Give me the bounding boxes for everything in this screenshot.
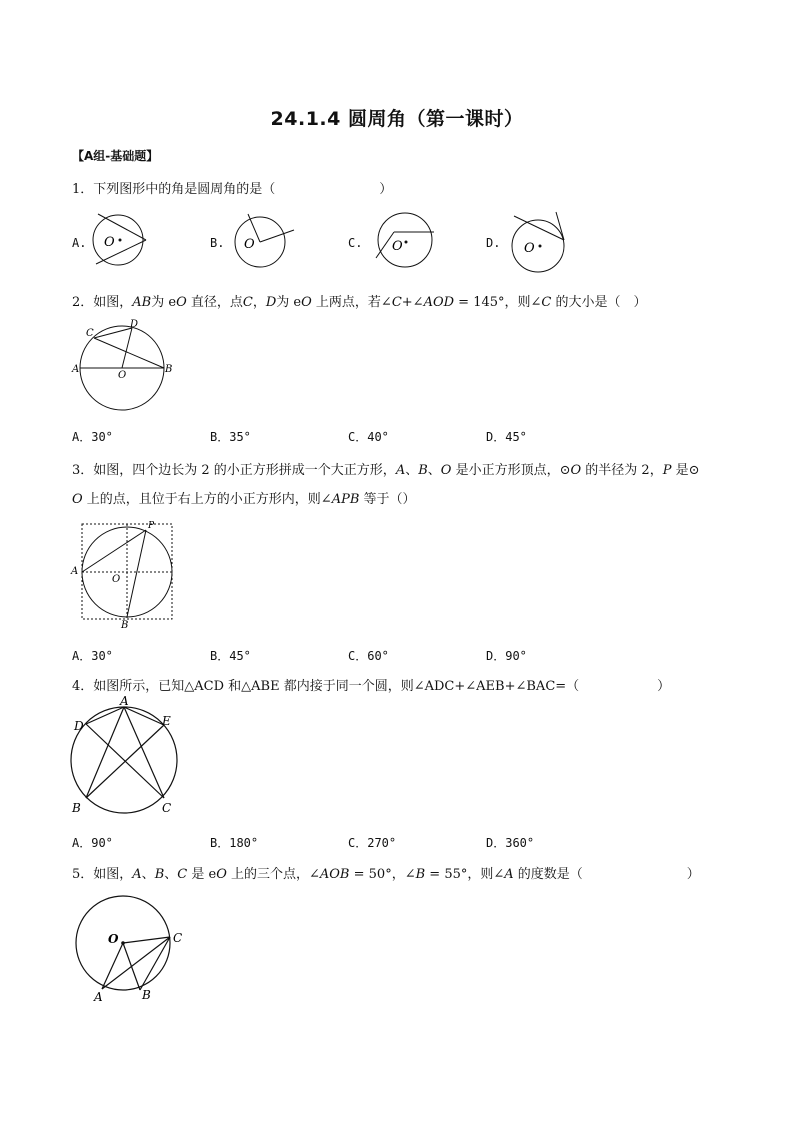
question-1-text: 1．下列图形中的角是圆周角的是（ ）	[72, 182, 393, 197]
question-3-line-1: 3．如图，四个边长为 2 的小正方形拼成一个大正方形，A、B、O 是小正方形顶点，⊙O 的半径为 2，P 是⊙	[72, 463, 700, 478]
q3-figure	[68, 518, 183, 630]
q3-label-o: O	[112, 574, 121, 585]
q4-label-d: D	[74, 719, 84, 733]
q1c-o-label: O	[392, 239, 403, 254]
question-5-text: 5．如图，A、B、C 是 eO 上的三个点，∠AOB = 50°，∠B = 55°，则∠A 的度数是（ ）	[72, 867, 700, 882]
q2-label-b: B	[165, 364, 173, 375]
page-title: 24.1.4 圆周角（第一课时）	[270, 108, 524, 130]
q2-option-c: C．40°	[348, 430, 389, 444]
q3-option-d: D．90°	[486, 649, 527, 663]
q1-option-a: A.	[72, 236, 87, 250]
q1b-o-label: O	[244, 237, 255, 252]
question-3-line-2: O 上的点，且位于右上方的小正方形内，则∠APB 等于（）	[72, 492, 416, 507]
q4-option-a: A．90°	[72, 836, 113, 850]
q3-label-p: P	[148, 521, 155, 531]
q2-label-o: O	[118, 370, 127, 381]
q3-label-b: B	[121, 620, 129, 631]
q1-option-c: C.	[348, 236, 363, 250]
q1d-o-label: O	[524, 241, 535, 256]
q4-option-b: B．180°	[210, 836, 259, 850]
q3-option-b: B．45°	[210, 649, 251, 663]
q3-option-a: A．30°	[72, 649, 113, 663]
question-4-text: 4．如图所示，已知△ACD 和△ABE 都内接于同一个圆，则∠ADC+∠AEB+∠BAC=（ ）	[72, 679, 671, 694]
q4-label-a: A	[120, 694, 129, 708]
q1-figure-c	[370, 210, 440, 270]
q2-option-d: D．45°	[486, 430, 527, 444]
q2-option-b: B．35°	[210, 430, 251, 444]
q4-option-d: D．360°	[486, 836, 535, 850]
q3-option-c: C．60°	[348, 649, 389, 663]
q1a-o-label: O	[104, 235, 115, 250]
question-2-text: 2．如图，AB为 eO 直径，点C，D为 eO 上两点，若∠C+∠AOD = 145°，则∠C 的大小是（ ）	[72, 295, 647, 310]
section-heading: 【A组-基础题】	[72, 149, 159, 163]
q5-label-a: A	[94, 990, 103, 1004]
q1-option-b: B.	[210, 236, 225, 250]
q4-label-b: B	[72, 801, 81, 815]
q4-label-e: E	[162, 714, 171, 728]
q1-figure-b	[230, 210, 300, 270]
q5-label-b: B	[142, 988, 151, 1002]
q5-figure	[70, 893, 195, 1008]
q5-label-c: C	[173, 931, 183, 945]
q1-figure-a	[90, 210, 160, 270]
q2-label-c: C	[86, 328, 94, 339]
q4-figure	[66, 694, 191, 820]
q4-label-c: C	[162, 801, 172, 815]
q3-label-a: A	[71, 566, 79, 577]
q2-figure	[70, 318, 180, 413]
q2-label-a: A	[72, 364, 80, 375]
q4-option-c: C．270°	[348, 836, 397, 850]
q1-figure-d	[506, 210, 576, 274]
q2-option-a: A．30°	[72, 430, 113, 444]
q2-label-d: D	[130, 319, 139, 330]
q5-label-o: O	[108, 932, 119, 946]
q1-option-d: D.	[486, 236, 501, 250]
